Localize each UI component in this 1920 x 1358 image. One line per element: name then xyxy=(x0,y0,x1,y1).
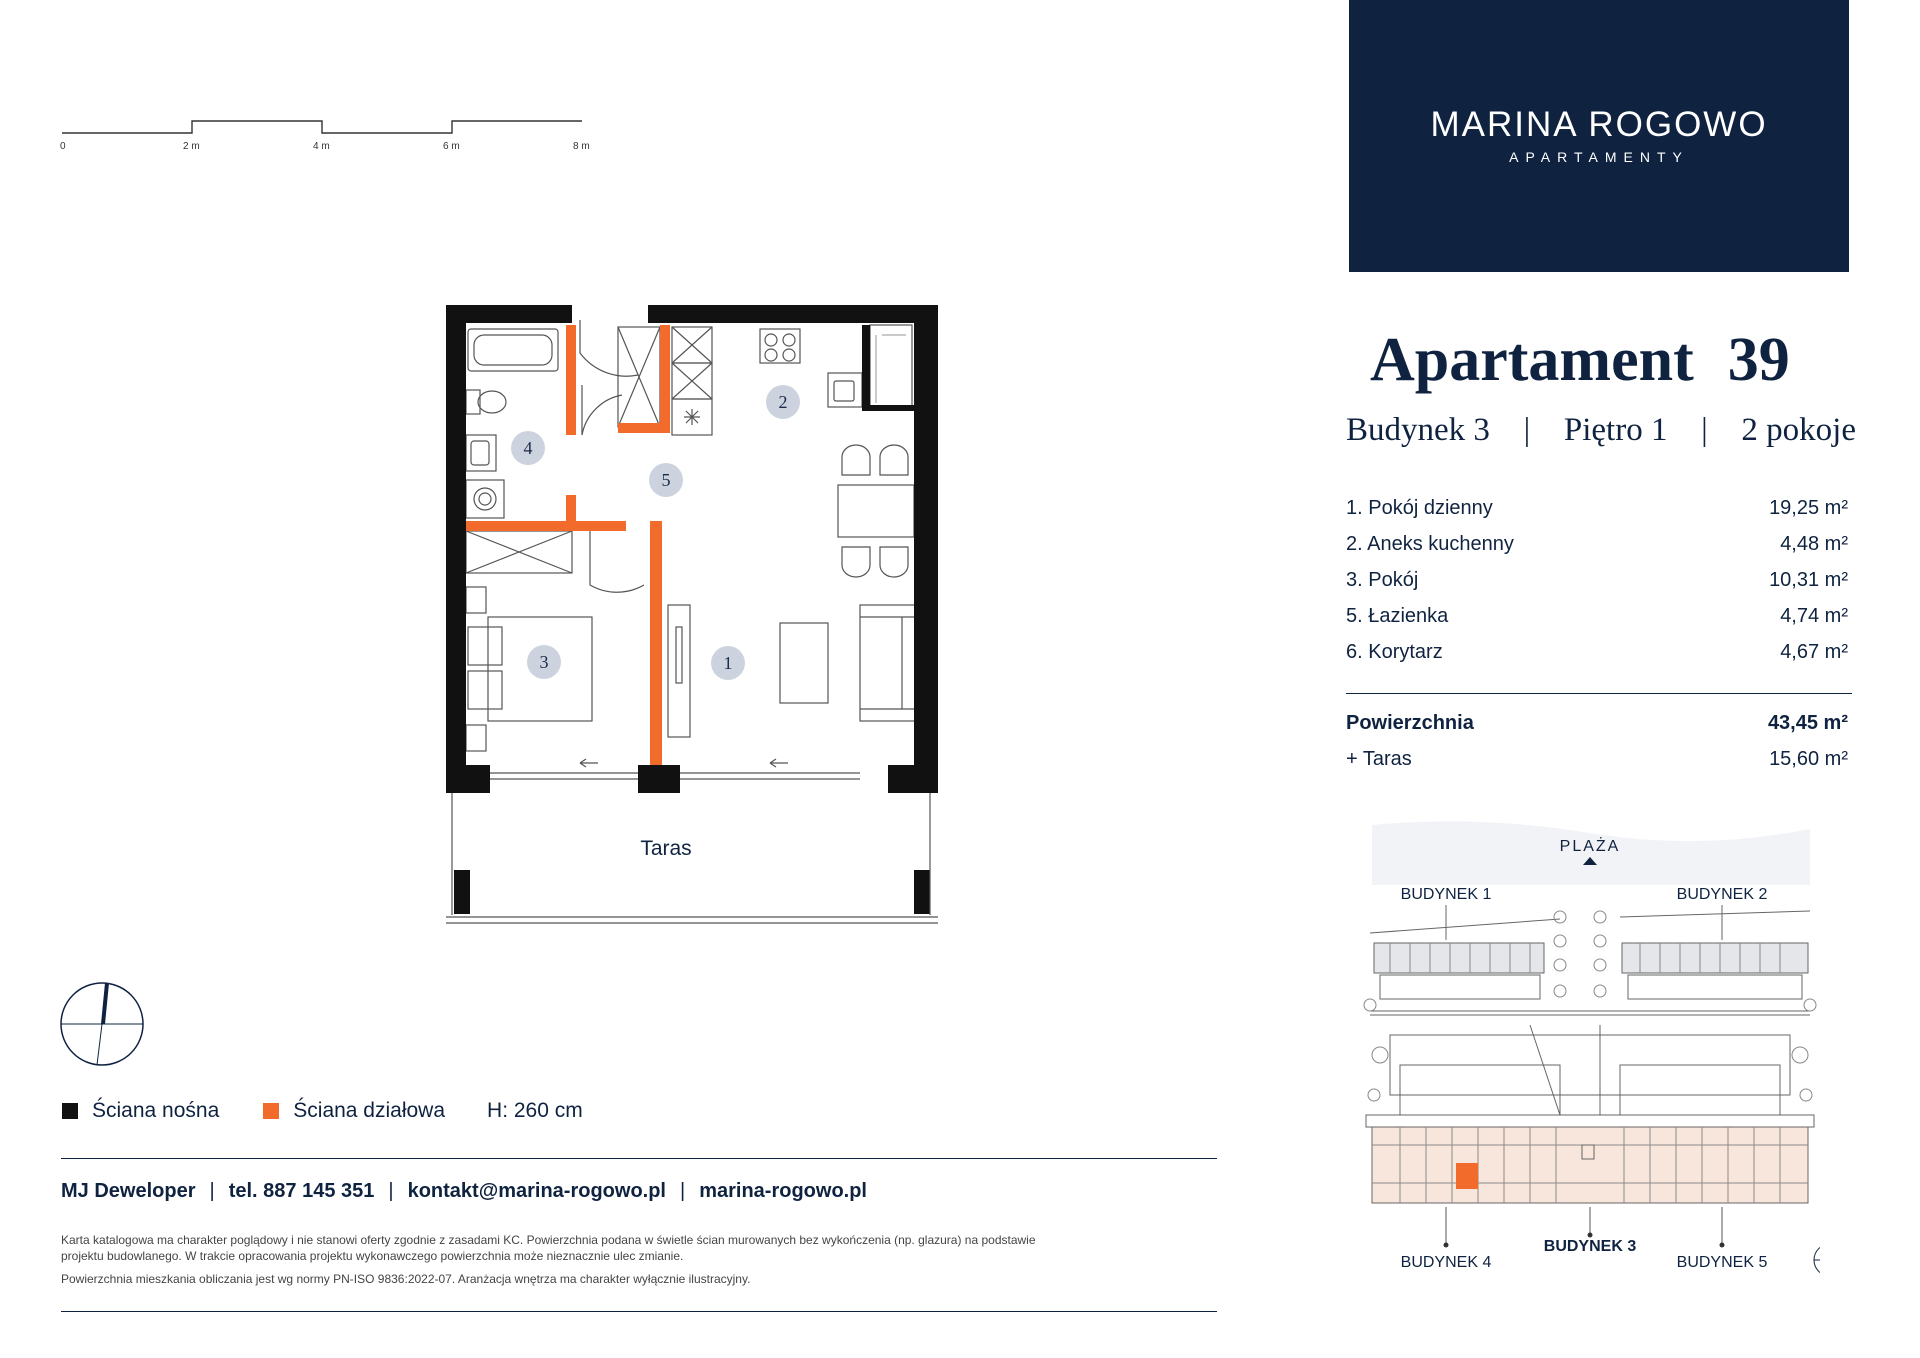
coffee-table-icon xyxy=(780,623,828,703)
beach-label: PLAŻA xyxy=(1559,838,1621,855)
divider xyxy=(61,1158,1217,1159)
terrace-area-row xyxy=(1346,748,1848,771)
sofa-icon xyxy=(860,605,916,721)
room-name: 1. Pokój dzienny xyxy=(1346,497,1493,519)
scale-bar xyxy=(60,115,600,145)
apartment-number: 39 xyxy=(1727,326,1790,394)
meta-separator: | xyxy=(1523,412,1531,448)
apartment-location-highlight xyxy=(1456,1163,1478,1189)
divider xyxy=(1346,693,1852,694)
table-row xyxy=(1346,641,1848,677)
room-name: 3. Pokój xyxy=(1346,569,1419,591)
phone-number: tel. 887 145 351 xyxy=(228,1180,375,1202)
room-area: 4,67 m² xyxy=(1780,641,1848,663)
apartment-meta xyxy=(1346,412,1856,449)
legend xyxy=(62,1099,583,1123)
room-number-1: 1 xyxy=(723,653,733,673)
scale-label-2m: 2 m xyxy=(183,141,200,152)
building-label: Budynek 3 xyxy=(1346,412,1490,448)
rooms-count-label: 2 pokoje xyxy=(1741,412,1856,448)
website-link[interactable]: marina-rogowo.pl xyxy=(699,1180,867,1202)
kitchen-sink-icon xyxy=(828,373,862,407)
site-compass-icon xyxy=(1814,1244,1820,1276)
contact-separator: | xyxy=(680,1180,686,1202)
apartment-title-word: Apartament xyxy=(1370,326,1694,394)
contact-separator: | xyxy=(388,1180,394,1202)
bearing-wall-label: Ściana nośna xyxy=(92,1099,220,1122)
company-name: MJ Deweloper xyxy=(61,1180,196,1202)
building-2-label: BUDYNEK 2 xyxy=(1676,886,1768,903)
disclaimer-line-2: projektu budowlanego. W trakcie opracowania projektu wykonawczego powierzchnia może nieznacznie ulec zmianie. xyxy=(61,1249,684,1263)
compass-icon xyxy=(58,980,150,1072)
total-area-row xyxy=(1346,712,1848,735)
disclaimer-line-1: Karta katalogowa ma charakter poglądowy i nie stanowi oferty zgodnie z zasadami KC. Powierzchnia podana w świetle ścian murowanych bez wykończenia (np. glazura) na podstawie xyxy=(61,1233,1036,1247)
scale-label-8m: 8 m xyxy=(573,141,590,152)
meta-separator: | xyxy=(1701,412,1708,448)
room-number-2: 2 xyxy=(778,392,788,412)
bearing-walls xyxy=(446,305,938,914)
table-row xyxy=(1346,497,1848,533)
room-name: 5. Łazienka xyxy=(1346,605,1449,627)
room-area: 4,74 m² xyxy=(1780,605,1848,627)
terrace-area-value: 15,60 m² xyxy=(1769,748,1848,770)
terrace-label: Taras xyxy=(640,837,692,860)
site-map xyxy=(1360,815,1820,1315)
building-1-label: BUDYNEK 1 xyxy=(1400,886,1492,903)
floor-label: Piętro 1 xyxy=(1563,412,1668,448)
floor-plan xyxy=(440,295,940,945)
total-area-label: Powierzchnia xyxy=(1346,712,1474,734)
disclaimer-line-3: Powierzchnia mieszkania obliczania jest wg normy PN-ISO 9836:2022-07. Aranżacja wnętrza ma charakter wyłącznie ilustracyjny. xyxy=(61,1272,751,1286)
brand-subtitle: APARTAMENTY xyxy=(1509,149,1689,165)
building-4-label: BUDYNEK 4 xyxy=(1400,1254,1492,1271)
table-row xyxy=(1346,605,1848,641)
email-link[interactable]: kontakt@marina-rogowo.pl xyxy=(407,1180,666,1202)
dining-table-icon xyxy=(838,485,914,537)
room-name: 6. Korytarz xyxy=(1346,641,1443,663)
scale-label-0: 0 xyxy=(60,141,66,152)
apartment-title xyxy=(1370,325,1790,396)
divider xyxy=(61,1311,1217,1312)
bearing-wall-swatch xyxy=(62,1103,78,1119)
table-row xyxy=(1346,569,1848,605)
brand-title: MARINA ROGOWO xyxy=(1430,105,1768,144)
partition-wall-swatch xyxy=(263,1103,279,1119)
brand-logo xyxy=(1349,0,1849,272)
room-area: 4,48 m² xyxy=(1780,533,1848,555)
tv-console-icon xyxy=(668,605,690,737)
scale-label-6m: 6 m xyxy=(443,141,460,152)
room-area: 19,25 m² xyxy=(1769,497,1848,519)
scale-label-4m: 4 m xyxy=(313,141,330,152)
room-number-5: 5 xyxy=(661,470,671,490)
washing-machine-icon xyxy=(466,480,504,518)
contact-separator: | xyxy=(209,1180,215,1202)
contact-bar xyxy=(61,1180,867,1203)
room-area: 10,31 m² xyxy=(1769,569,1848,591)
building-5-label: BUDYNEK 5 xyxy=(1676,1254,1768,1271)
table-row xyxy=(1346,533,1848,569)
rooms-table xyxy=(1346,497,1848,677)
ceiling-height-label: H: 260 cm xyxy=(487,1099,583,1122)
partition-wall-label: Ściana działowa xyxy=(293,1099,446,1122)
room-name: 2. Aneks kuchenny xyxy=(1346,533,1514,555)
building-3-label: BUDYNEK 3 xyxy=(1543,1238,1637,1255)
chairs-icon xyxy=(842,445,908,577)
room-number-4: 4 xyxy=(523,438,533,458)
total-area-value: 43,45 m² xyxy=(1767,712,1848,734)
room-number-3: 3 xyxy=(539,652,549,672)
terrace-area-label: + Taras xyxy=(1346,748,1412,770)
